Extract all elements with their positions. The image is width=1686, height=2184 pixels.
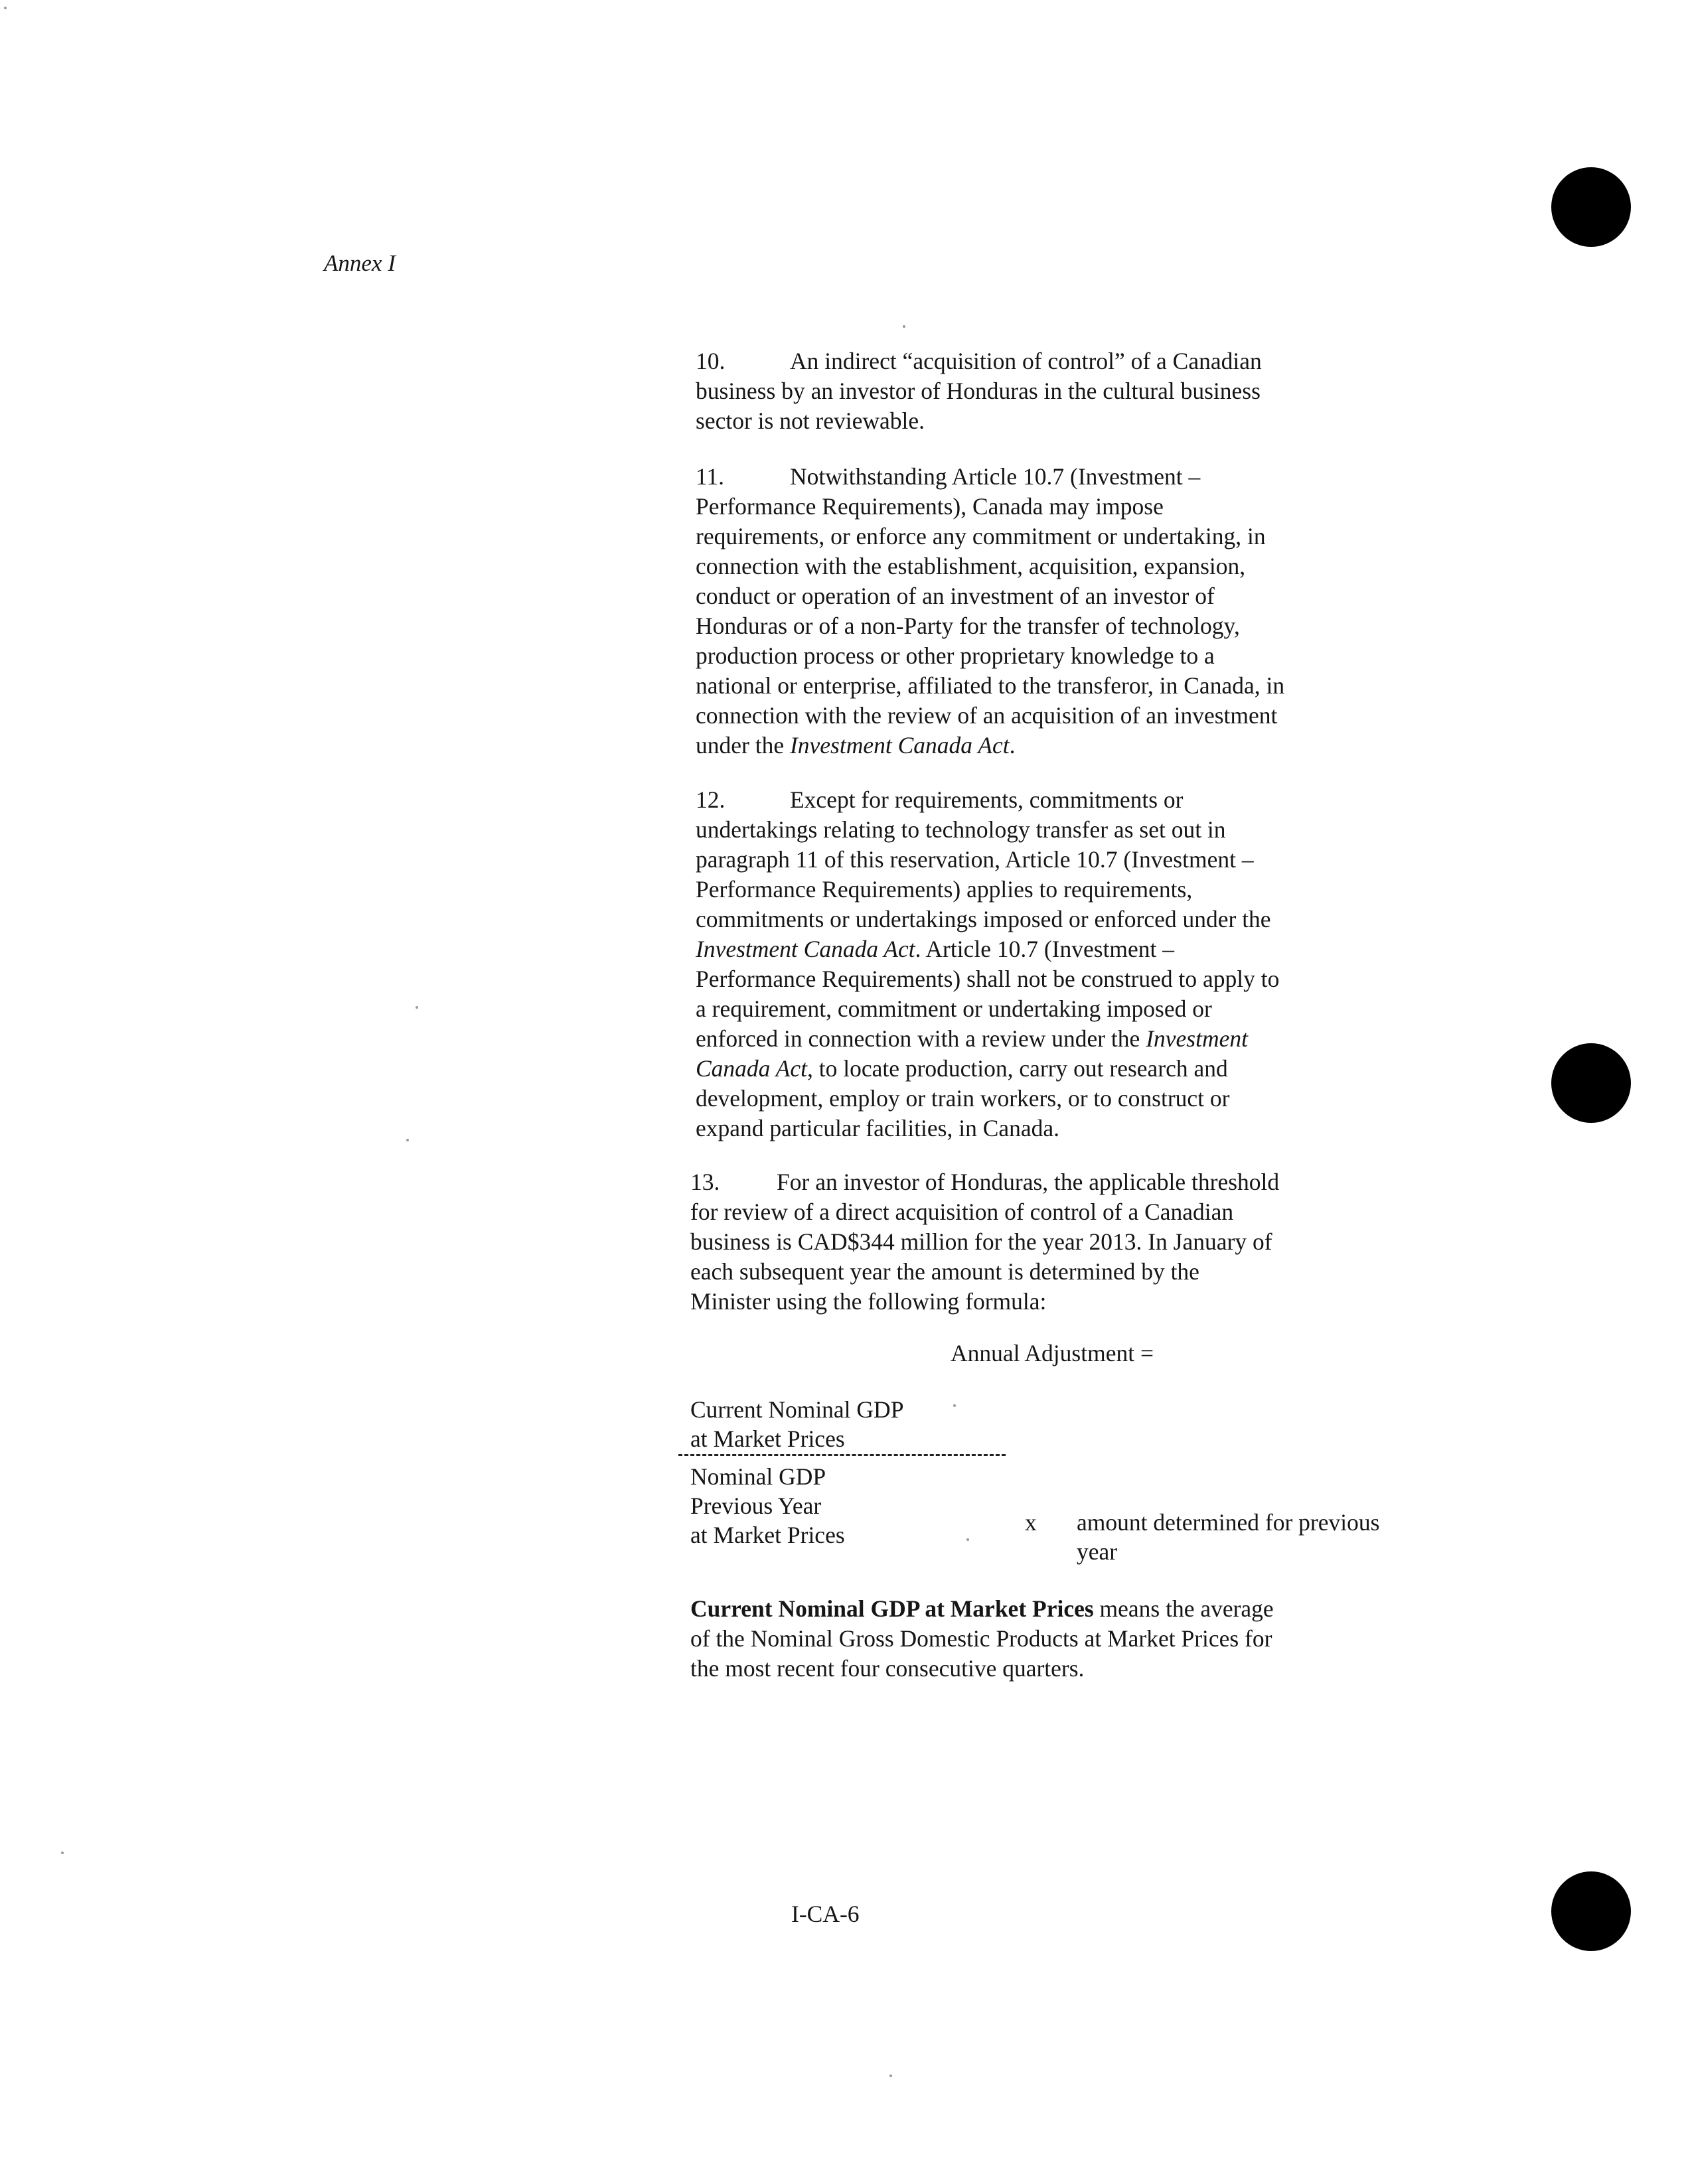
formula-title: Annual Adjustment = (951, 1340, 1154, 1366)
paragraph-line: enforced in connection with a review under the Investment (696, 1025, 1248, 1052)
paragraph-12 (696, 785, 1426, 1143)
annex-label: Annex I (324, 250, 396, 276)
paragraph-13 (690, 1167, 1420, 1317)
paragraph-number: 11. (696, 463, 725, 490)
defined-term: Current Nominal GDP at Market Prices (690, 1595, 1094, 1622)
paragraph-line: development, employ or train workers, or to construct or (696, 1085, 1230, 1112)
paragraph-line: requirements, or enforce any commitment or undertaking, in (696, 523, 1266, 549)
scan-speck (903, 325, 905, 328)
paragraph-line: Performance Requirements) shall not be construed to apply to (696, 966, 1280, 992)
act-title: Investment (1146, 1025, 1248, 1052)
paragraph-line: conduct or operation of an investment of an investor of (696, 583, 1215, 609)
formula-numerator: Current Nominal GDP at Market Prices (690, 1396, 904, 1452)
paragraph-line: expand particular facilities, in Canada. (696, 1115, 1060, 1141)
paragraph-number: 10. (696, 348, 726, 374)
paragraph-line: production process or other proprietary knowledge to a (696, 642, 1215, 669)
paragraph-line: Honduras or of a non-Party for the transfer of technology, (696, 613, 1240, 639)
act-title: Investment Canada Act (789, 732, 1010, 759)
paragraph-line: connection with the review of an acquisition of an investment (696, 702, 1278, 729)
paragraph-number: 12. (696, 786, 726, 813)
paragraph-line: under the Investment Canada Act. (696, 732, 1016, 759)
formula-multiplier: amount determined for previous year (1077, 1509, 1380, 1565)
scan-speck (953, 1404, 956, 1407)
scan-speck (61, 1852, 64, 1854)
paragraph-line: for review of a direct acquisition of control of a Canadian (690, 1199, 1234, 1225)
paragraph-line: each subsequent year the amount is determined by the (690, 1258, 1199, 1285)
punch-hole-bottom (1551, 1871, 1631, 1951)
paragraph-line: Investment Canada Act. Article 10.7 (Investment – (696, 936, 1175, 962)
paragraph-line: commitments or undertakings imposed or enforced under the (696, 906, 1271, 932)
scan-speck (416, 1006, 418, 1009)
paragraph-line: Canada Act, to locate production, carry out research and (696, 1055, 1228, 1082)
paragraph-line: undertakings relating to technology transfer as set out in (696, 816, 1226, 843)
page-number: I-CA-6 (791, 1901, 860, 1927)
paragraph-line: business is CAD$344 million for the year 2013. In January of (690, 1228, 1272, 1255)
punch-hole-middle (1551, 1043, 1631, 1123)
multiply-operator: x (1025, 1509, 1037, 1536)
act-title: Canada Act (696, 1055, 807, 1082)
paragraph-line: Except for requirements, commitments or (790, 786, 1184, 813)
paragraph-11 (696, 462, 1426, 761)
act-title: Investment Canada Act (696, 936, 915, 962)
paragraph-line: business by an investor of Honduras in the cultural business (696, 378, 1261, 404)
formula-denominator: Nominal GDP Previous Year at Market Prices (690, 1463, 845, 1548)
definition: Current Nominal GDP at Market Prices means the average of the Nominal Gross Domestic Products at Market Prices for the most recent four consecutive quarters. (690, 1595, 1274, 1682)
paragraph-line: national or enterprise, affiliated to the transferor, in Canada, in (696, 672, 1285, 699)
paragraph-10 (696, 346, 1426, 436)
scan-speck (4, 7, 7, 9)
paragraph-line: For an investor of Honduras, the applicable threshold (777, 1169, 1280, 1195)
paragraph-line: Minister using the following formula: (690, 1288, 1047, 1315)
paragraph-line: Notwithstanding Article 10.7 (Investment – (790, 463, 1201, 490)
paragraph-line: Performance Requirements), Canada may impose (696, 493, 1164, 520)
paragraph-line: sector is not reviewable. (696, 407, 925, 434)
fraction-divider (678, 1454, 1006, 1456)
scan-speck (966, 1538, 969, 1541)
paragraph-line: paragraph 11 of this reservation, Article 10.7 (Investment – (696, 846, 1254, 873)
scan-speck (406, 1139, 409, 1141)
paragraph-line: a requirement, commitment or undertaking imposed or (696, 995, 1212, 1022)
punch-hole-top (1551, 167, 1631, 247)
paragraph-line: An indirect “acquisition of control” of a Canadian (790, 348, 1262, 374)
paragraph-line: connection with the establishment, acquisition, expansion, (696, 553, 1246, 579)
paragraph-line: Performance Requirements) applies to requirements, (696, 876, 1193, 903)
scan-speck (889, 2075, 892, 2077)
paragraph-number: 13. (690, 1169, 720, 1195)
